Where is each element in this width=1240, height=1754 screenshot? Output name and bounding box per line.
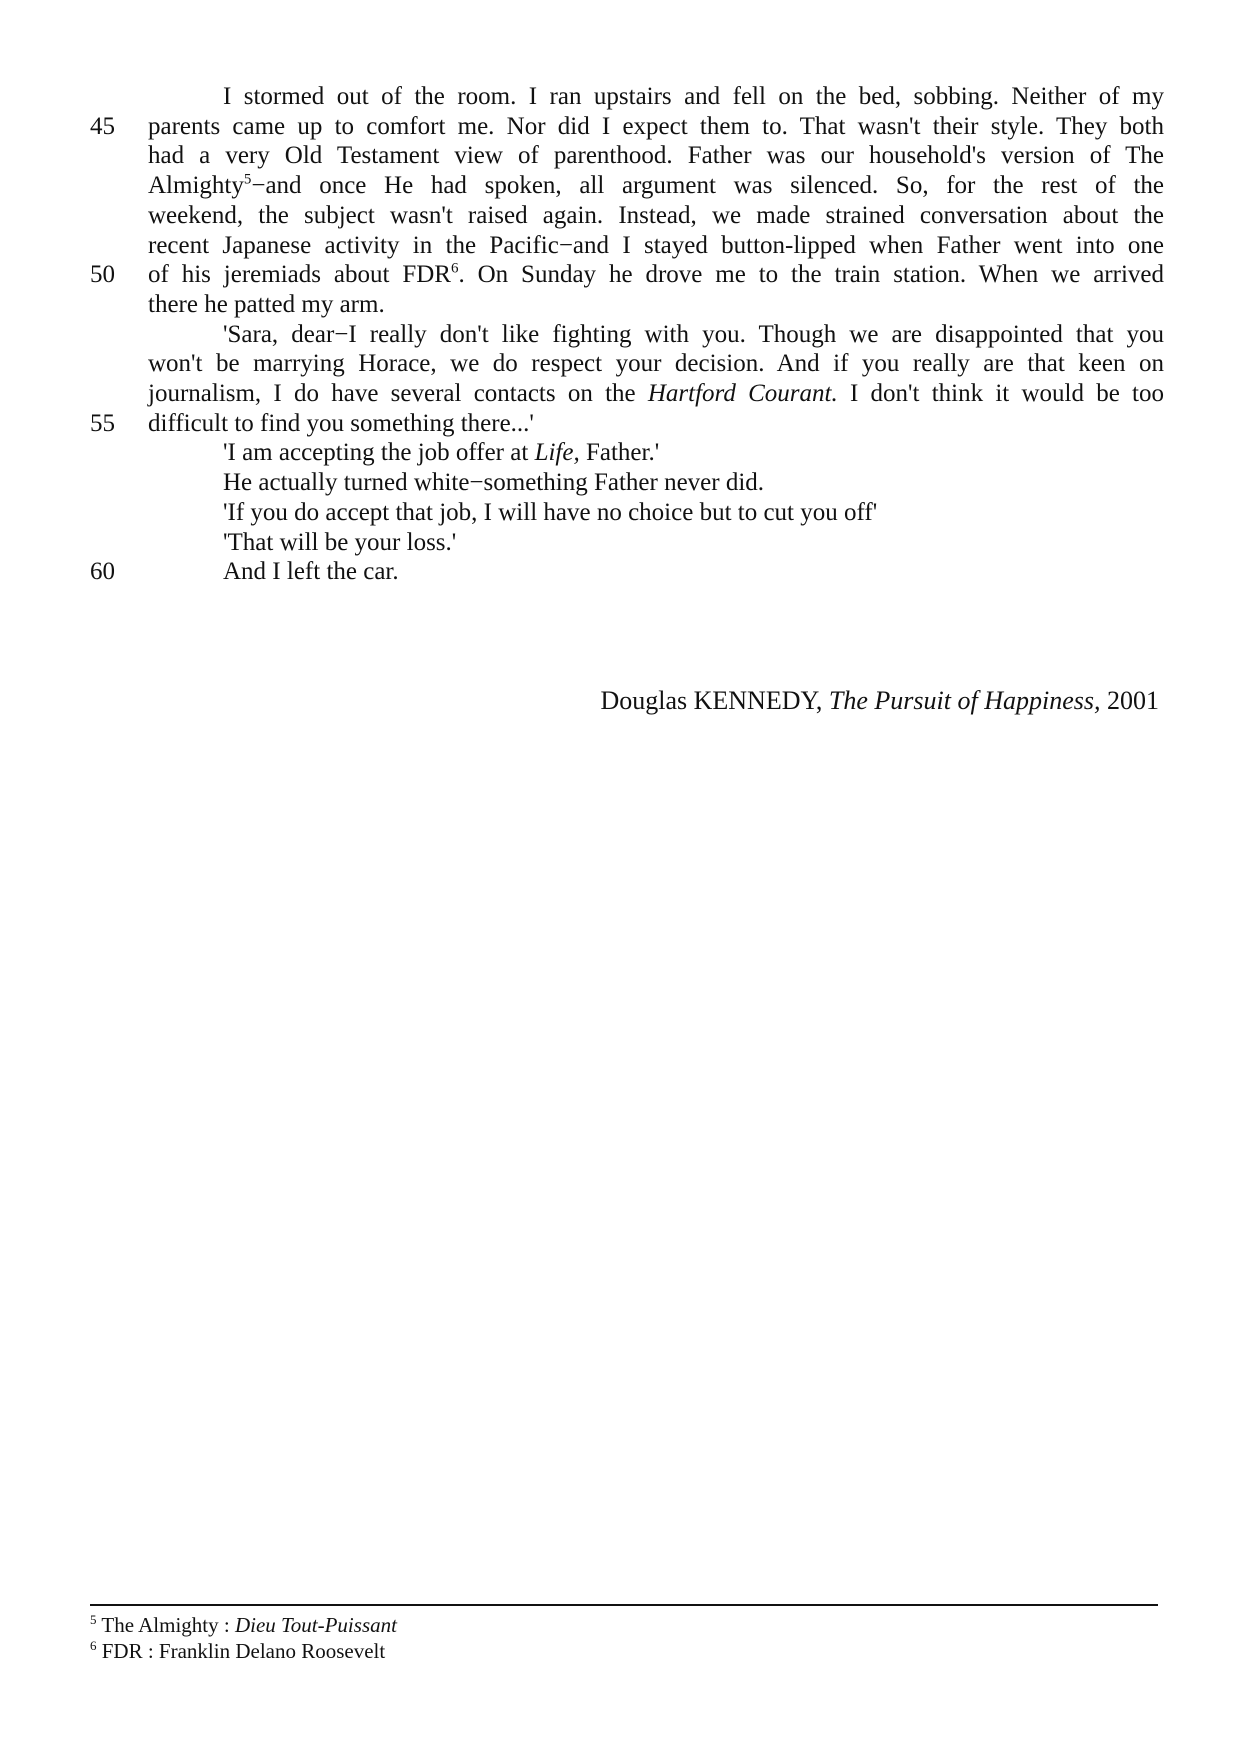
footnote-6-marker: 6 <box>90 1638 97 1653</box>
footnote-marker-6: 6 <box>450 260 459 277</box>
passage-line-4 <box>148 169 1164 202</box>
newspaper-title: Hartford Courant. <box>647 380 838 407</box>
line-13-part-1: 'I am accepting the job offer at <box>223 439 535 466</box>
line-4-part-2: −and once He had spoken, all argument was silenced. So, for the rest of the <box>251 172 1164 199</box>
footnote-marker-5: 5 <box>243 171 252 188</box>
line-number-50: 50 <box>90 261 115 288</box>
footnote-separator <box>90 1604 1158 1606</box>
passage-line-12: difficult to find you something there...' <box>148 410 534 437</box>
passage-line-13 <box>223 436 659 469</box>
author-name: Douglas KENNEDY, <box>600 686 823 715</box>
line-11-part-1: journalism, I do have several contacts on the <box>148 380 648 407</box>
passage-line-8: there he patted my arm. <box>148 291 385 318</box>
publication-year: 2001 <box>1107 686 1159 715</box>
passage-line-3: had a very Old Testament view of parenthood. Father was our household's version of The <box>148 142 1164 169</box>
line-number-55: 55 <box>90 410 115 437</box>
source-attribution <box>600 684 1159 718</box>
footnote-5-marker: 5 <box>90 1612 97 1627</box>
passage-line-17: And I left the car. <box>223 558 399 585</box>
passage-line-14: He actually turned white−something Father never did. <box>223 469 765 496</box>
footnote-5-translation: Dieu Tout-Puissant <box>234 1613 397 1637</box>
book-title: The Pursuit of Happiness, <box>828 686 1101 715</box>
footnote-5 <box>90 1612 397 1638</box>
passage-line-7 <box>148 258 1164 291</box>
passage-line-5: weekend, the subject wasn't raised again. Instead, we made strained conversation about the <box>148 202 1164 229</box>
passage-line-9: 'Sara, dear−I really don't like fighting with you. Though we are disappointed that you <box>223 321 1164 348</box>
passage-line-2: parents came up to comfort me. Nor did I expect them to. That wasn't their style. They both <box>148 113 1164 140</box>
footnote-5-term: The Almighty : <box>101 1613 230 1637</box>
magazine-title: Life, <box>534 439 580 466</box>
footnote-6-term: FDR : Franklin Delano Roosevelt <box>101 1639 386 1663</box>
line-7-part-2: . On Sunday he drove me to the train station. When we arrived <box>458 261 1164 288</box>
passage-line-1: I stormed out of the room. I ran upstairs and fell on the bed, sobbing. Neither of my <box>223 83 1164 110</box>
line-4-part-1: Almighty <box>148 172 244 199</box>
passage-line-11 <box>148 377 1164 410</box>
passage-line-10: won't be marrying Horace, we do respect your decision. And if you really are that keen on <box>148 350 1164 377</box>
passage-line-15: 'If you do accept that job, I will have no choice but to cut you off' <box>223 499 878 526</box>
line-11-part-2: I don't think it would be too <box>837 380 1164 407</box>
line-7-part-1: of his jeremiads about FDR <box>148 261 451 288</box>
line-number-45: 45 <box>90 113 115 140</box>
line-13-part-2: Father.' <box>579 439 660 466</box>
passage-line-6: recent Japanese activity in the Pacific−and I stayed button-lipped when Father went into one <box>148 232 1164 259</box>
line-number-60: 60 <box>90 558 115 585</box>
footnote-6 <box>90 1638 385 1664</box>
passage-line-16: 'That will be your loss.' <box>223 529 457 556</box>
